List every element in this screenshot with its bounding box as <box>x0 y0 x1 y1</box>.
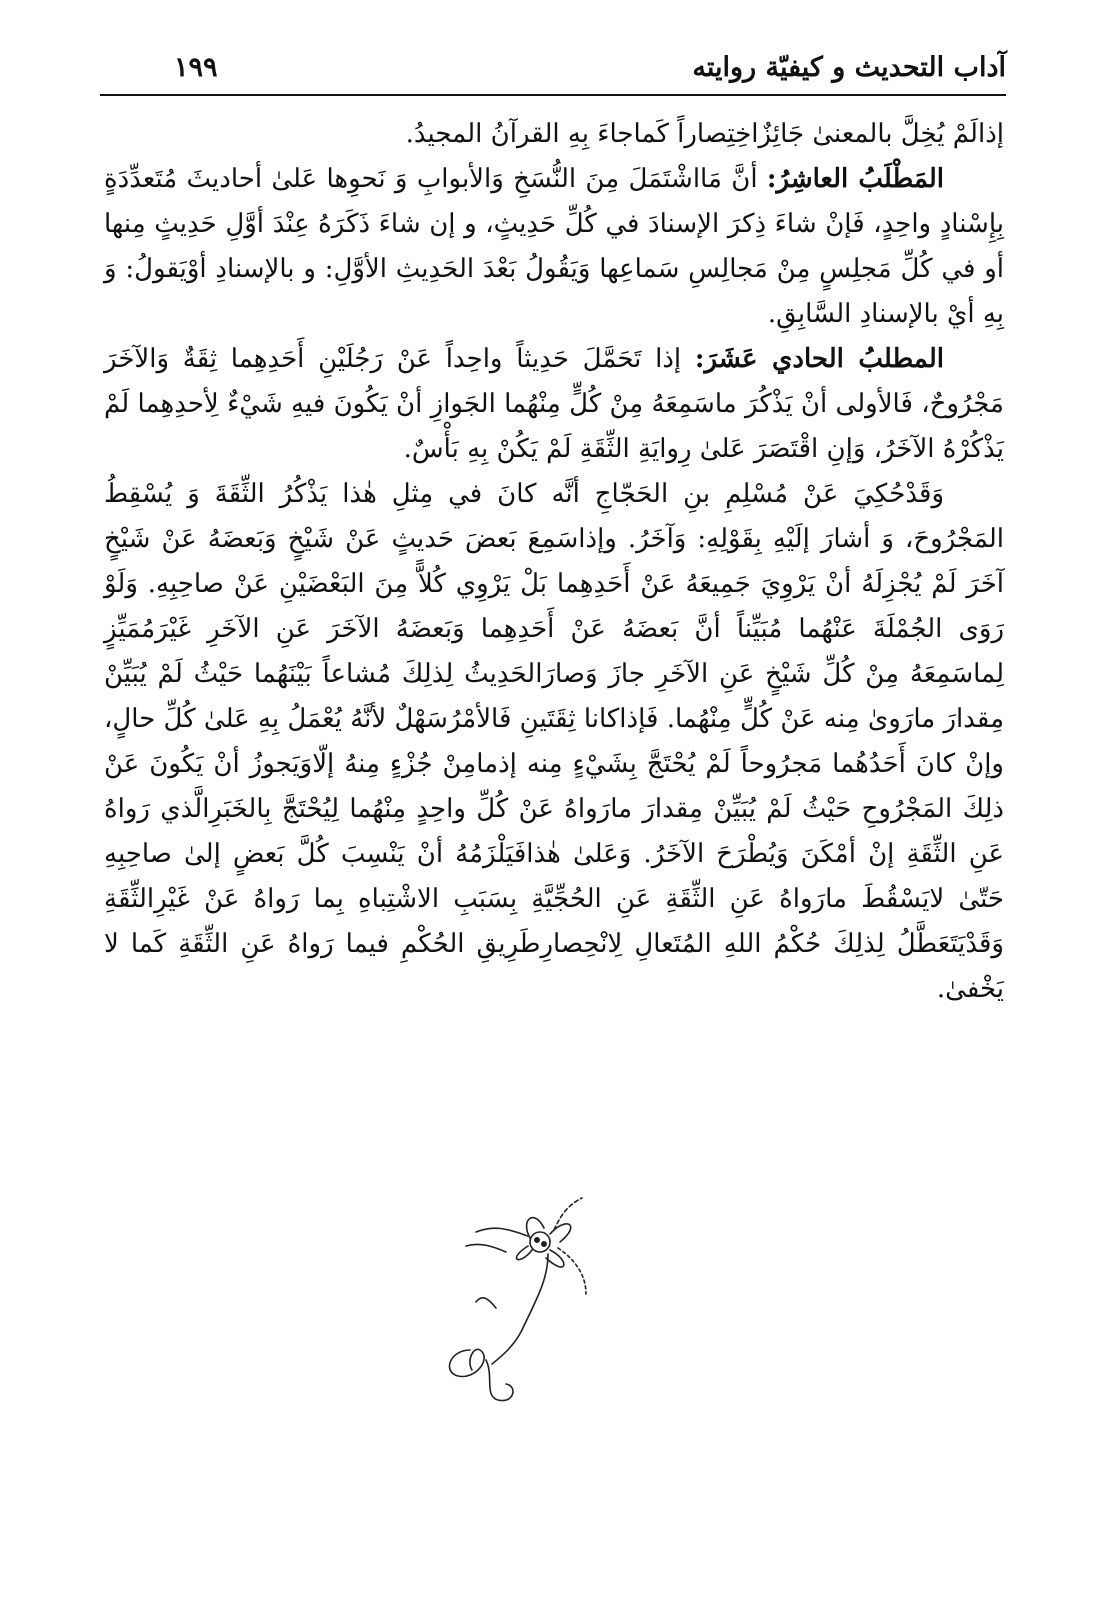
running-title: آداب التحديث و كيفيّة روايته <box>692 52 1006 83</box>
paragraph-text: أنَّ مَااشْتَمَلَ مِنَ النُّسَخِ وَالأبوابِ وَ نَحوِها عَلىٰ أحاديثَ مُتَعدِّدَةٍ بِإِسْنادٍ واحِدٍ، فَإنْ شاءَ ذِكرَ الإسنادَ في كُلِّ حَدِيثٍ، و إن شاءَ ذَكَرَهُ عِنْدَ أوَّلِ حَدِيثٍ مِنها أو في كُلِّ مَجلِسٍ مِنْ مَجالِسِ سَماعِها وَيَقُولُ بَعْدَ الحَدِيثِ الأوَّلِ: و بالإسنادِ أوْيَقولُ: وَ بِهِ أيْ بالإسنادِ السَّابِقِ. <box>104 164 1004 329</box>
paragraph-text: إذا تَحَمَّلَ حَدِيثاً واحِداً عَنْ رَجُلَيْنِ أَحَدِهِما ثِقَةٌ وَالآخَرَ مَجْرُوحٌ، فَالأولى أنْ يَذْكُرَ ماسَمِعَهُ مِنْ كُلٍّ مِنْهُما الجَوازِ أنْ يَكُونَ فيهِ شَيْءٌ لِأحدِهِما لَمْ يَذْكُرْهُ الآخَرُ، وَإنِ اقْتَصَرَ عَلىٰ رِوايَةِ الثِّقَةِ لَمْ يَكُنْ بِهِ بَأْسٌ. <box>104 344 1004 464</box>
paragraph <box>104 337 1004 472</box>
running-header <box>100 42 1006 94</box>
flower-ornament-icon <box>436 1190 616 1420</box>
paragraph <box>104 112 1004 157</box>
body-text <box>104 112 1004 1012</box>
paragraph-text: إذالَمْ يُخِلَّ بالمعنىٰ جَائِزٌاخِتِصاراً كَماجاءَ بِهِ القرآنُ المجيدُ. <box>405 119 1004 149</box>
paragraph-text: وَقَدْحُكِيَ عَنْ مُسْلِمِ بنِ الحَجّاجِ أنَّه كانَ في مِثلِ هٰذا يَذْكُرُ الثِّقَةَ وَ يُسْقِطُ المَجْرُوحَ، وَ أشارَ إلَيْهِ بِقَوْلِهِ: وَآخَرُ. وإذاسَمِعَ بَعضَ حَديثٍ عَنْ شَيْخٍ وَبَعضَهُ عَنْ شَيْخٍ آخَرَ لَمْ يُجْزِلَهُ أنْ يَرْوِيَ جَمِيعَهُ عَنْ أَحَدِهِما بَلْ يَرْوِي كُلاًّ مِنَ البَعْضَيْنِ عَنْ صاحِبِهِ. وَلَوْ رَوَى الجُمْلَةَ عَنْهُما مُبَيِّناً أنَّ بَعضَهُ عَنْ أَحَدِهِما وَبَعضَهُ الآخَرَ عَنِ الآخَرِ غَيْرَمُمَيِّزٍ لِماسَمِعَهُ مِنْ كُلِّ شَيْخٍ عَنِ الآخَرِ جازَ وَصارَالحَدِيثُ لِذلِكَ مُشاعاً بَيْنَهُما حَيْثُ لَمْ يُبَيِّنْ مِقدارَ مارَوىٰ مِنه عَنْ كُلٍّ مِنْهُما. فَإذاكانا ثِقَتَينِ فَالأمْرُسَهْلٌ لأنَّهُ يُعْمَلُ بِهِ عَلىٰ كُلِّ حالٍ، وإنْ كانَ أَحَدُهُما مَجرُوحاً لَمْ يُحْتَجَّ بِشَيْءٍ مِنه إذمامِنْ جُزْءٍ مِنهُ إلّاوَيَجوزُ أنْ يَكُونَ عَنْ ذلِكَ المَجْرُوحِ حَيْثُ لَمْ يُبَيِّنْ مِقدارَ مارَواهُ عَنْ كُلِّ واحِدٍ مِنْهُما لِيُحْتَجَّ بِالخَبَرِالَّذي رَواهُ عَنِ الثِّقَةِ إنْ أمْكَنَ وَيُطْرَحَ الآخَرُ. وَعَلىٰ هٰذافَيَلْزَمُهُ أنْ يَنْسِبَ كُلَّ بَعضٍ إلىٰ صاحِبِهِ حَتّىٰ لايَسْقُطَ مارَواهُ عَنِ الثِّقَةِ عَنِ الحُجِّيَّةِ بِسَبَبِ الاشْتِباهِ بِما رَواهُ عَنْ غَيْرِالثِّقَةِ وَقَدْيَتَعَطَّلُ لِذلِكَ حُكْمُ اللهِ المُتَعالِ لِانْحِصارِطَرِيقِ الحُكْمِ فيما رَواهُ عَنِ الثِّقَةِ كَما لا يَخْفىٰ. <box>104 479 1005 1004</box>
paragraph <box>104 472 1004 1012</box>
section-heading-tenth: المَطْلَبُ العاشِرُ: <box>766 164 944 194</box>
paragraph <box>104 157 1004 337</box>
page-number: ١٩٩ <box>174 52 218 83</box>
header-rule <box>100 94 1006 96</box>
section-heading-eleventh: المطلبُ الحادي عَشَرَ: <box>694 344 944 374</box>
